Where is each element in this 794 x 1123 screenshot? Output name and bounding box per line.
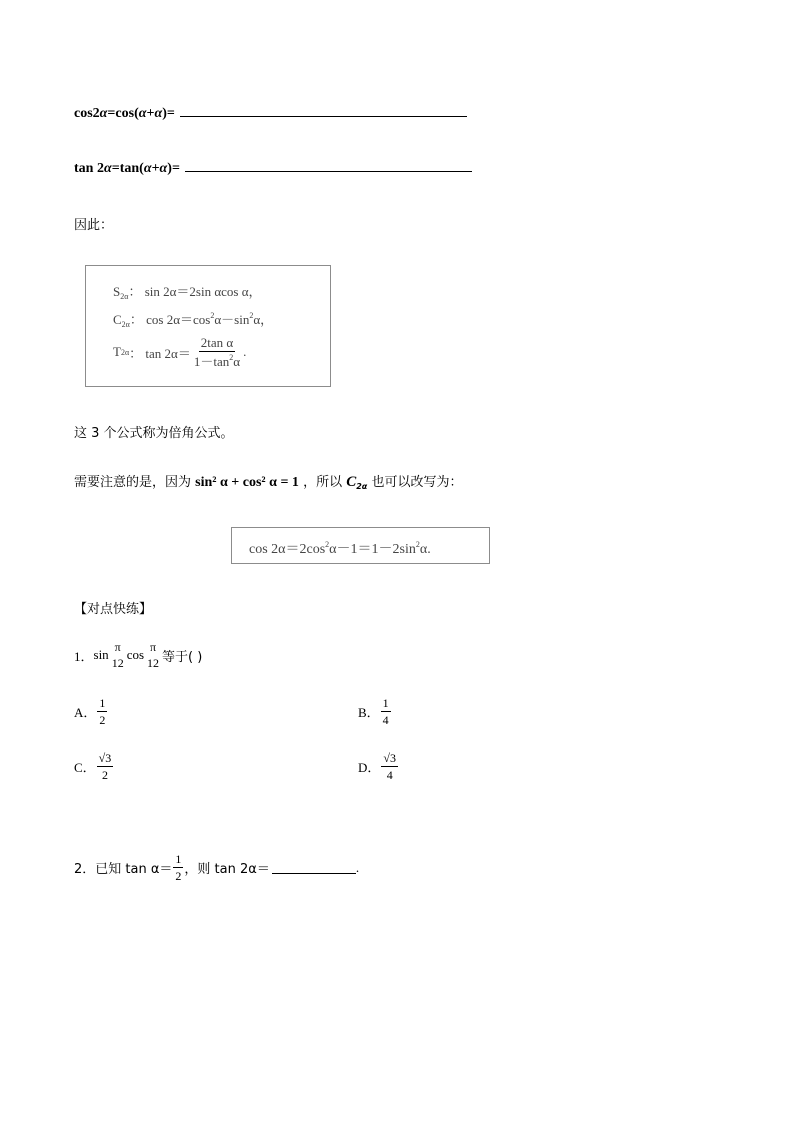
identity-note: 需要注意的是，因为 sin² α + cos² α = 1 ，所以 $C_{2\alpha}$ 也可以改写为： bbox=[74, 474, 463, 491]
question-2: 2．已知 tan α＝ $\frac{1}{2}$ ，则 tan 2α＝ . bbox=[74, 852, 360, 883]
tan-double-angle-formula: T 2α ： tan 2α＝ $\frac{\text{2tan α}}{1-\tan^2\alpha}$ . bbox=[113, 335, 247, 369]
option-a[interactable]: A． $\frac{1}{2}$ bbox=[74, 696, 106, 727]
cos-double-angle-variants-box: $\cos 2\alpha=2\cos^2\alpha-1=1-2\sin^2\alpha$. bbox=[231, 527, 490, 564]
cos-double-angle-formula: $C_{2\alpha}$： $\cos 2\alpha=\cos^2\alpha-\sin^2\alpha$， bbox=[113, 311, 274, 329]
option-d[interactable]: D． $\frac{√3}{4}$ bbox=[358, 751, 396, 782]
option-c[interactable]: C． $\frac{√3}{2}$ bbox=[74, 751, 112, 782]
sin-double-angle-formula: $S_{2\alpha}$： sin 2α＝2sin αcos α， bbox=[113, 284, 262, 301]
question-1: 1． sin π 12 cos π 12 等于( ) bbox=[74, 640, 203, 670]
practice-header: 【对点快练】 bbox=[74, 602, 153, 617]
answer-blank[interactable] bbox=[272, 873, 356, 874]
answer-blank[interactable] bbox=[180, 116, 467, 117]
option-b[interactable]: B． $\frac{1}{4}$ bbox=[358, 696, 389, 727]
therefore-label: 因此： bbox=[74, 218, 114, 233]
double-angle-cos-expansion: cos2α=cos(α+α)= bbox=[74, 106, 467, 122]
answer-blank[interactable] bbox=[185, 171, 472, 172]
double-angle-formula-box bbox=[85, 265, 331, 387]
tan-fraction: $\frac{\text{2tan α}}{1-\tan^2\alpha}$ bbox=[193, 335, 241, 369]
double-angle-naming-sentence: 这 3 个公式称为倍角公式。 bbox=[74, 426, 234, 441]
double-angle-tan-expansion: tan 2α=tan(α+α)= bbox=[74, 161, 472, 177]
pi-over-12-fraction: π 12 bbox=[111, 640, 124, 670]
pi-over-12-fraction: π 12 bbox=[147, 640, 160, 670]
